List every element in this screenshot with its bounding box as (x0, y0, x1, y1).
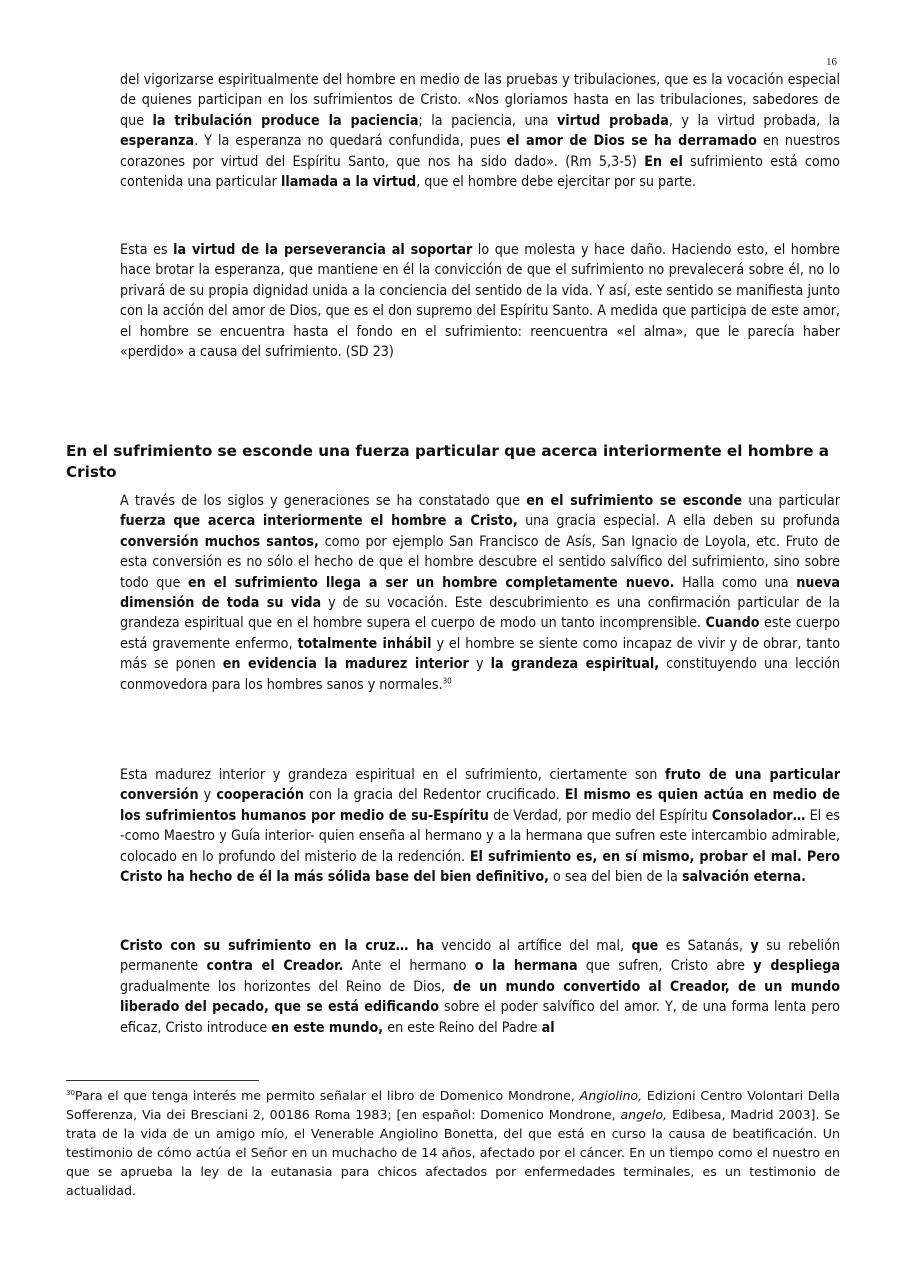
body-text: y (468, 656, 491, 673)
body-text: . Y la esperanza no quedará confundida, pues (194, 133, 507, 150)
paragraph (120, 765, 840, 887)
paragraph (120, 936, 840, 1038)
emphasis-text: virtud probada (556, 112, 669, 129)
emphasis-text: la virtud de la perseverancia al soportar (173, 242, 473, 258)
footnote-reference[interactable]: 30 (442, 675, 452, 685)
body-text: Esta madurez interior y grandeza espiritual en el sufrimiento, ciertamente son (120, 767, 666, 783)
body-text: en nuestros corazones por virtud del Espíritu Santo, que nos ha sido dado». (Rm 5,3-5) (120, 133, 840, 170)
body-text: de Verdad, por medio del Espíritu (488, 807, 712, 824)
footnote-text-run: Para el que tenga interés me permito señalar el libro de Domenico Mondrone, (74, 1088, 580, 1103)
body-text: que sufren, Cristo abre (577, 958, 754, 975)
footnote-text-run: Edizioni Centro Volontari Della Sofferenza, Via dei Bresciani 2, 00186 Roma 1983; [en español: Domenico Mondrone, (66, 1088, 840, 1122)
emphasis-text: En el (644, 153, 683, 170)
body-text: del vigorizarse espiritualmente del hombre en medio de las pruebas y tribulaciones, que es la vocación especial de quienes participan en los sufrimientos de Cristo. «Nos gloriamos hasta en las tribulaciones, sabedores de que (120, 72, 840, 129)
emphasis-text: Consolador… (711, 807, 806, 824)
footnote-divider (66, 1080, 259, 1081)
emphasis-text: que (631, 938, 659, 954)
body-text: con la gracia del Redentor crucificado. (303, 787, 565, 804)
book-title: Angiolino, (579, 1088, 643, 1103)
body-text: sobre el poder salvífico del amor. Y, de una forma lenta pero eficaz, Cristo introduce (120, 999, 840, 1036)
body-text: constituyendo una lección conmovedora para los hombres sanos y normales. (120, 656, 840, 693)
emphasis-text: totalmente inhábil (297, 635, 432, 652)
body-text: El es -como Maestro y Guía interior- quien enseña al hermano y a la hermana que sufren este intercambio admirable, colocado en lo profundo del misterio de la redención. (120, 807, 840, 865)
body-text: y (198, 787, 217, 804)
body-text: Ante el hermano (343, 958, 475, 975)
emphasis-text: El sufrimiento es, en sí mismo, probar el mal. Pero Cristo ha hecho de él la más sólida base del bien definitivo, (120, 848, 840, 886)
emphasis-text: la tribulación produce la paciencia (152, 112, 419, 129)
emphasis-text: en este mundo, (271, 1019, 384, 1036)
emphasis-text: salvación eterna. (681, 869, 806, 886)
emphasis-text: El mismo es quien actúa en medio de los sufrimientos humanos por medio de su-Espíritu (120, 787, 841, 824)
paragraph (120, 240, 840, 362)
body-text: en este Reino del Padre (383, 1019, 542, 1036)
emphasis-text: en evidencia la madurez interior (222, 656, 469, 673)
body-text: es Satanás, (658, 938, 751, 954)
section-heading: En el sufrimiento se esconde una fuerza particular que acerca interiormente el hombre a Cristo (66, 442, 829, 481)
footnote-marker: 30 (66, 1088, 75, 1097)
emphasis-text: conversión muchos santos, (120, 533, 319, 550)
body-text: y el hombre se siente como incapaz de vivir y de obrar, tanto más se ponen (120, 635, 841, 673)
emphasis-text: en el sufrimiento se esconde (526, 493, 743, 509)
body-text: Halla como una (674, 574, 797, 591)
body-text: este cuerpo está gravemente enfermo, (120, 615, 840, 652)
footnote-text (66, 1088, 840, 1198)
paragraph (120, 491, 840, 695)
emphasis-text: la grandeza espiritual, (490, 656, 660, 673)
body-text: y de su vocación. Este descubrimiento es una confirmación particular de la grandeza espiritual que en el hombre supera el cuerpo de modo un tanto incomprensible. (120, 595, 840, 632)
body-text: ; la paciencia, una (418, 112, 557, 129)
emphasis-text: en el sufrimiento llega a ser un hombre completamente nuevo. (187, 574, 675, 591)
emphasis-text: contra el Creador. (206, 958, 344, 975)
paragraph (120, 70, 840, 192)
emphasis-text: fruto de una particular conversión (120, 767, 840, 804)
footnote (66, 1086, 840, 1200)
footnote-text-run: Edibesa, Madrid 2003]. Se trata de la vida de un amigo mío, el Venerable Angiolino Bonetta, del que está en curso la causa de beatificación. Un testimonio de cómo actúa el Señor en un muchacho de 14 años, afectado por el cáncer. En un tiempo como el nuestro en que se aprueba la ley de la eutanasia para chicos afectados por enfermedades terminales, es un testimonio de actualidad. (66, 1107, 840, 1198)
body-text: una particular (742, 493, 840, 509)
body-text: su rebelión permanente (120, 938, 840, 975)
body-text: gradualmente los horizontes del Reino de Dios, (120, 978, 453, 995)
emphasis-text: de un mundo convertido al Creador, de un mundo liberado del pecado, que se está edificando (120, 978, 840, 1016)
body-text: , que el hombre debe ejercitar por su parte. (416, 174, 697, 191)
body-text: A través de los siglos y generaciones se ha constatado que (120, 493, 527, 509)
emphasis-text: y (750, 938, 759, 954)
emphasis-text: y despliega (753, 958, 841, 975)
emphasis-text: llamada a la virtud (280, 174, 417, 191)
emphasis-text: cooperación (216, 787, 304, 804)
emphasis-text: el amor de Dios se ha derramado (506, 133, 757, 150)
body-text: una gracia especial. A ella deben su profunda (517, 513, 840, 530)
emphasis-text: Cuando (705, 615, 760, 632)
body-text: vencido al artífice del mal, (433, 938, 632, 954)
emphasis-text: al (541, 1019, 555, 1036)
emphasis-text: esperanza (120, 133, 195, 150)
body-text: o sea del bien de la (548, 869, 682, 886)
body-text: como por ejemplo San Francisco de Asís, San Ignacio de Loyola, etc. Fruto de esta conversión es no sólo el hecho de que el hombre descubre el sentido salvífico del sufrimiento, sino sobre todo que (120, 533, 840, 591)
body-text: , y la virtud probada, la (668, 112, 840, 129)
body-text: sufrimiento está como contenida una particular (120, 153, 840, 191)
book-title: angelo, (620, 1107, 668, 1122)
emphasis-text: nueva dimensión de toda su vida (120, 574, 840, 612)
emphasis-text: Cristo con su sufrimiento en la cruz… ha (120, 938, 434, 954)
page-number: 16 (826, 56, 837, 68)
body-text: Esta es (120, 242, 174, 258)
body-text: lo que molesta y hace daño. Haciendo esto, el hombre hace brotar la esperanza, que mantiene en él la convicción de que el sufrimiento no prevalecerá sobre él, no lo privará de su propia dignidad unida a la conciencia del sentido de la vida. Y así, este sentido se manifiesta junto con la acción del amor de Dios, que es el don supremo del Espíritu Santo. A medida que participa de este amor, el hombre se encuentra hasta el fondo en el sufrimiento: reencuentra «el alma», que le parecía haber «perdido» a causa del sufrimiento. (SD 23) (120, 242, 841, 361)
emphasis-text: fuerza que acerca interiormente el hombre a Cristo, (120, 513, 518, 530)
emphasis-text: o la hermana (474, 958, 578, 975)
